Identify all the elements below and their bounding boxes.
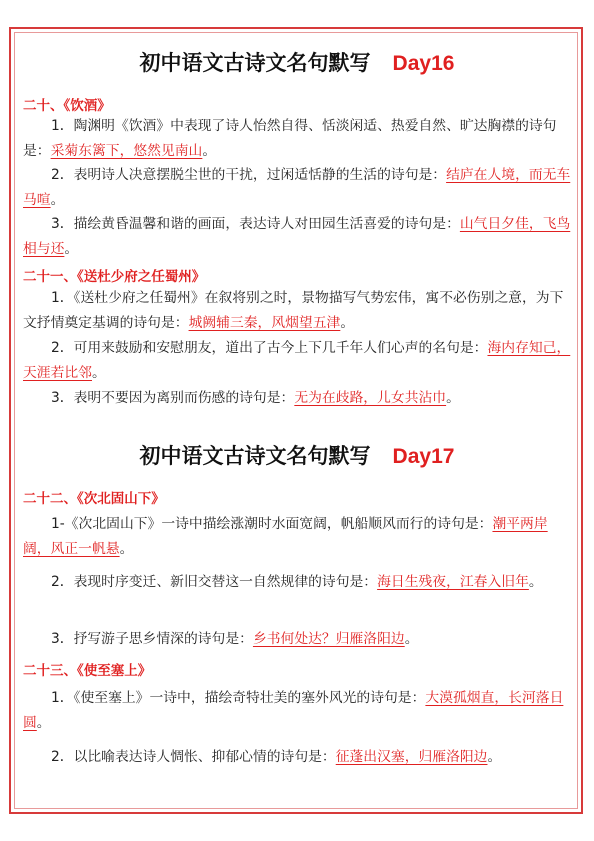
answer-text: 城阙辅三秦，风烟望五津 [188,315,341,331]
question-text: 2．表明诗人决意摆脱尘世的干扰，过闲适恬静的生活的诗句是： [51,167,447,183]
section-heading: 二十二、《次北固山下》 [23,491,165,507]
question-text: 1．《使至塞上》一诗中，描绘奇特壮美的塞外风光的诗句是： [51,690,426,706]
question-item [23,212,572,262]
section-heading: 二十、《饮酒》 [23,98,111,114]
answer-text: 大漠孤烟直，长河落日圆 [23,690,564,731]
answer-end: 。 [64,241,79,257]
question-item [23,114,572,164]
answer-end: 。 [528,574,543,590]
day17-day-label: Day17 [392,445,455,468]
answer-end: 。 [404,631,419,647]
answer-text: 乡书何处达？归雁洛阳边 [252,631,405,647]
question-text: 2．表现时序变迁、新旧交替这一自然规律的诗句是： [51,574,378,590]
question-text: 3．描绘黄昏温馨和谐的画面，表达诗人对田园生活喜爱的诗句是： [51,216,460,232]
day16-title [0,47,594,77]
answer-text: 征蓬出汉塞，归雁洛阳边 [335,749,488,765]
section-heading: 二十一、《送杜少府之任蜀州》 [23,269,206,285]
answer-text: 山气日夕佳，飞鸟相与还 [23,216,571,257]
answer-text: 潮平两岸阔，风正一帆悬 [23,516,548,557]
section-heading: 二十三、《使至塞上》 [23,663,152,679]
question-item [23,627,572,652]
answer-end: 。 [91,365,106,381]
question-text: 1-《次北固山下》一诗中描绘涨潮时水面宽阔，帆船顺风而行的诗句是： [51,516,493,532]
day16-title-text: 初中语文古诗文名句默写 [139,51,371,75]
answer-text: 海日生残夜，江春入旧年 [377,574,529,590]
question-item [23,386,572,411]
answer-end: 。 [446,390,460,406]
question-item [23,686,572,736]
question-text: 2．以比喻表达诗人惆怅、抑郁心情的诗句是： [51,749,336,765]
day17-title-text: 初中语文古诗文名句默写 [139,444,371,468]
question-item [23,512,572,562]
answer-text: 结庐在人境，而无车马喧 [23,167,571,208]
answer-end: 。 [50,192,65,208]
answer-end: 。 [487,749,502,765]
answer-end: 。 [340,315,355,331]
question-text: 1．《送杜少府之任蜀州》在叙将别之时，景物描写气势宏伟，寓不必伤别之意，为下文抒情奠定基调的诗句是： [23,290,564,331]
day16-day-label: Day16 [392,52,455,75]
answer-end: 。 [36,715,51,731]
question-text: 3．表明不要因为离别而伤感的诗句是： [51,390,295,406]
question-item [23,745,572,770]
question-item [23,570,572,595]
answer-end: 。 [202,143,217,159]
answer-text: 采菊东篱下，悠然见南山 [50,143,203,159]
question-item [23,286,572,336]
answer-end: 。 [119,541,134,557]
question-text: 3．抒写游子思乡情深的诗句是： [51,631,253,647]
question-text: 1．陶渊明《饮酒》中表现了诗人怡然自得、恬淡闲适、热爱自然、旷达胸襟的诗句是： [23,118,557,159]
question-text: 2．可用来鼓励和安慰朋友，道出了古今上下几千年人们心声的名句是： [51,340,488,356]
day17-title [0,440,594,470]
question-item [23,163,572,213]
answer-text: 海内存知己，天涯若比邻 [23,340,571,381]
answer-text: 无为在歧路，儿女共沾巾 [294,390,447,406]
question-item [23,336,572,386]
